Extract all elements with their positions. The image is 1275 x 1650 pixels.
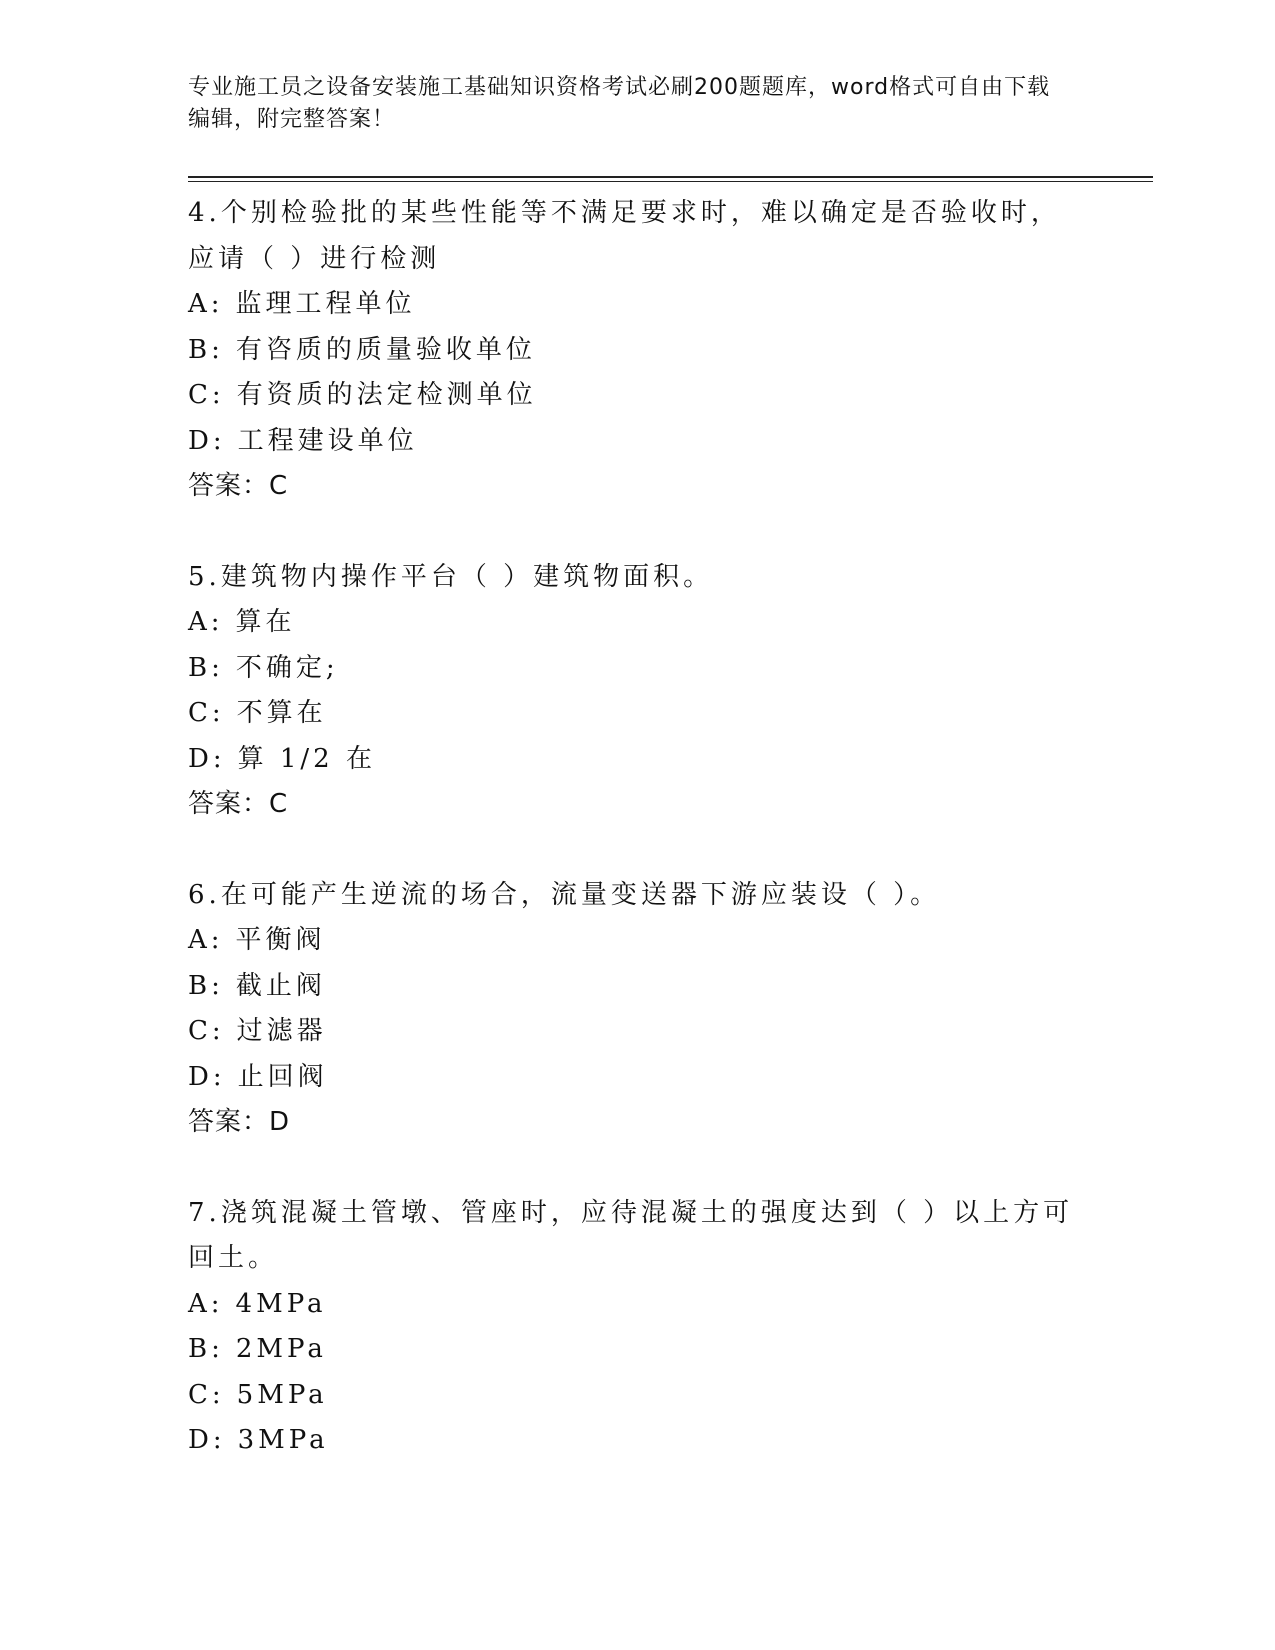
question-text: 个别检验批的某些性能等不满足要求时，难以确定是否验收时，应请（ ）进行检测: [188, 198, 1061, 274]
option-a: [188, 918, 1078, 964]
question-number: 7.: [188, 1197, 221, 1228]
option-text: 算在: [235, 607, 296, 637]
document-intro: 专业施工员之设备安装施工基础知识资格考试必刷200题题库，word格式可自由下载编辑，附完整答案！: [188, 75, 1051, 132]
question-stem: [188, 1191, 1078, 1282]
option-text: 止回阀: [237, 1061, 328, 1092]
option-d: [188, 737, 1078, 783]
option-text: 工程建设单位: [237, 425, 418, 456]
option-a: [188, 600, 1078, 646]
option-a: [188, 282, 1078, 328]
option-label: C:: [188, 698, 225, 728]
option-label: D:: [188, 1425, 226, 1455]
option-text: 不确定;: [235, 652, 339, 683]
answer-line: 答案：C: [188, 471, 289, 501]
option-label: A:: [188, 607, 224, 637]
option-label: A:: [188, 925, 224, 955]
option-label: C:: [188, 1016, 225, 1046]
question-stem: [188, 873, 1078, 919]
option-label: D:: [188, 425, 226, 456]
question-spacer: [188, 510, 1078, 555]
option-c: [188, 1373, 1078, 1419]
question-text: 浇筑混凝土管墩、管座时，应待混凝土的强度达到（ ）以上方可回土。: [188, 1197, 1074, 1273]
question-number: 6.: [188, 879, 221, 910]
question-stem: [188, 555, 1078, 601]
question-spacer: [188, 828, 1078, 873]
question-number: 4.: [188, 198, 221, 228]
question-6: [188, 873, 1078, 1146]
option-label: B:: [188, 970, 224, 1001]
option-c: [188, 691, 1078, 737]
answer-line: 答案：D: [188, 1107, 291, 1137]
option-label: B:: [188, 1334, 224, 1364]
option-b: [188, 328, 1078, 374]
option-text: 5MPa: [236, 1379, 328, 1410]
option-c: [188, 1009, 1078, 1055]
option-label: C:: [188, 1379, 225, 1410]
option-d: [188, 1418, 1078, 1464]
option-text: 有咨质的质量验收单位: [235, 334, 536, 365]
answer-line: 答案：C: [188, 789, 289, 819]
question-5: [188, 555, 1078, 828]
option-text: 截止阀: [235, 970, 326, 1001]
option-label: A:: [188, 289, 224, 319]
option-text: 不算在: [236, 698, 327, 728]
option-text: 监理工程单位: [235, 289, 416, 319]
option-label: B:: [188, 652, 224, 683]
option-label: D:: [188, 743, 226, 774]
question-list: [188, 191, 1078, 1464]
question-number: 5.: [188, 561, 221, 592]
question-text: 建筑物内操作平台（ ）建筑物面积。: [220, 561, 714, 592]
option-d: [188, 1055, 1078, 1101]
option-text: 3MPa: [237, 1425, 329, 1455]
option-b: [188, 646, 1078, 692]
option-text: 2MPa: [235, 1334, 327, 1364]
option-text: 有资质的法定检测单位: [236, 380, 537, 410]
option-label: D:: [188, 1061, 226, 1092]
option-text: 算 1/2 在: [237, 743, 376, 774]
option-d: [188, 419, 1078, 465]
option-b: [188, 964, 1078, 1010]
option-text: 平衡阀: [235, 925, 326, 955]
option-label: C:: [188, 380, 225, 410]
option-text: 过滤器: [236, 1016, 327, 1046]
header-divider-thin: [188, 181, 1153, 182]
header-divider-thick: [188, 176, 1153, 178]
question-stem: [188, 191, 1078, 282]
option-b: [188, 1327, 1078, 1373]
option-label: A:: [188, 1288, 224, 1319]
option-c: [188, 373, 1078, 419]
option-a: [188, 1282, 1078, 1328]
question-text: 在可能产生逆流的场合，流量变送器下游应装设（ ）。: [220, 879, 941, 910]
question-spacer: [188, 1146, 1078, 1191]
question-7: [188, 1191, 1078, 1464]
option-text: 4MPa: [235, 1288, 327, 1319]
question-4: [188, 191, 1078, 510]
option-label: B:: [188, 334, 224, 365]
